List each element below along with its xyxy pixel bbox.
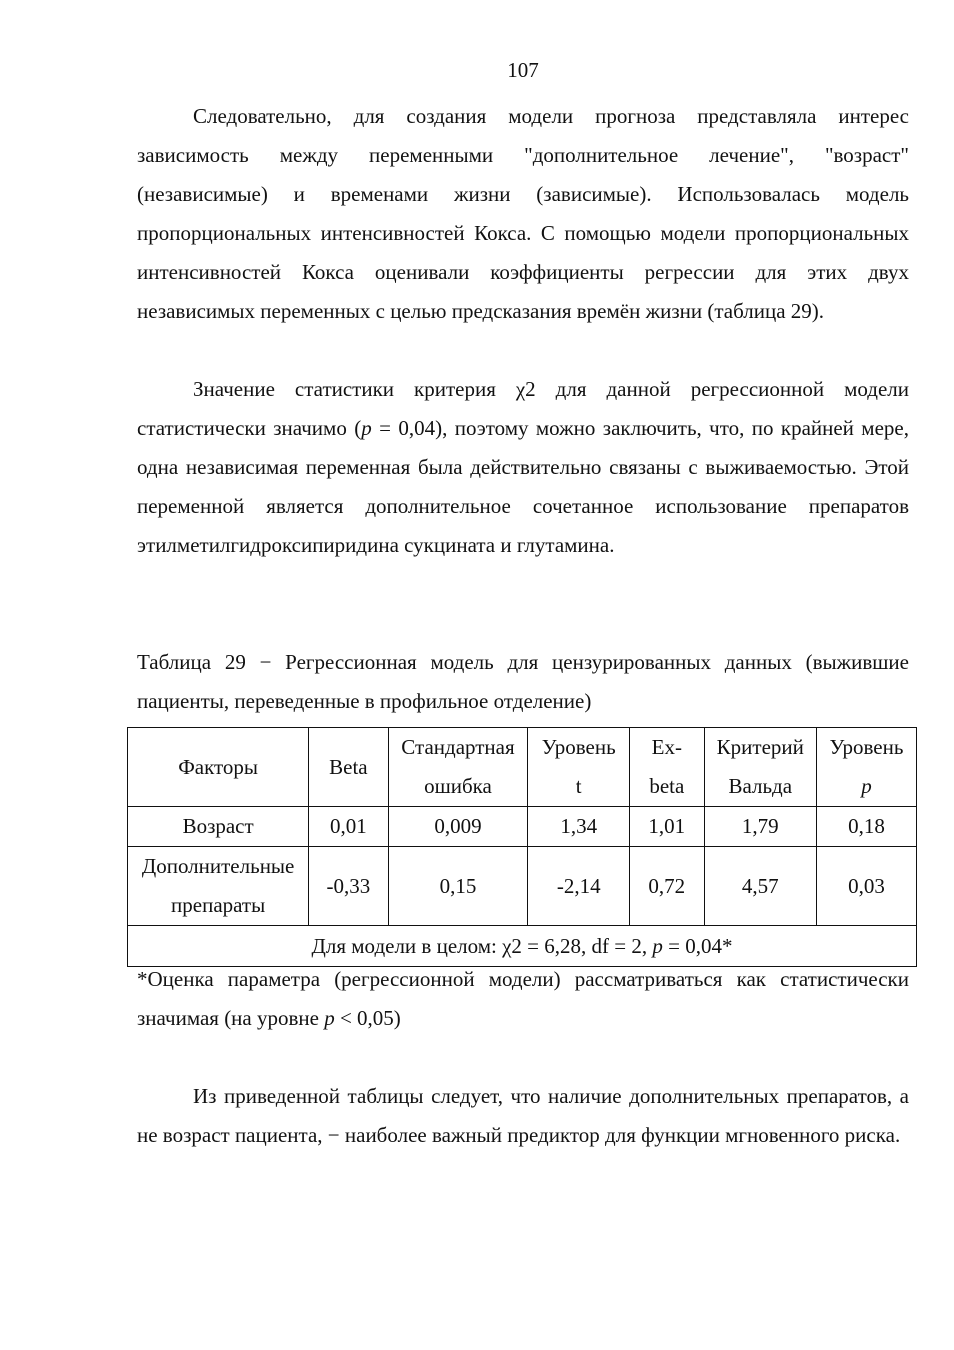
header-wald-line2: Вальда	[728, 774, 793, 798]
paragraph-chi-square	[137, 370, 909, 565]
header-factors: Факторы	[128, 728, 309, 807]
regression-table	[127, 727, 917, 967]
header-level-t	[528, 728, 630, 807]
cell-beta: -0,33	[309, 847, 388, 926]
table-header-row	[128, 728, 917, 807]
p-symbol: p	[324, 1006, 335, 1030]
header-wald	[704, 728, 816, 807]
cell-p: 0,18	[816, 807, 916, 847]
footnote-part2: < 0,05)	[334, 1006, 401, 1030]
cell-wald: 4,57	[704, 847, 816, 926]
cell-se: 0,009	[388, 807, 528, 847]
cell-t: 1,34	[528, 807, 630, 847]
cell-exbeta: 0,72	[630, 847, 705, 926]
cell-beta: 0,01	[309, 807, 388, 847]
paragraph-conclusion: Из приведенной таблицы следует, что наличие дополнительных препаратов, а не возраст пациента, − наиболее важный предиктор для функции мгновенного риска.	[137, 1084, 909, 1147]
cell-factor	[128, 847, 309, 926]
cell-p: 0,03	[816, 847, 916, 926]
p-symbol: p	[652, 933, 663, 958]
header-se-line1: Стандартная	[401, 735, 515, 759]
header-se-line2: ошибка	[424, 774, 492, 798]
header-level-p	[816, 728, 916, 807]
paragraph-chi-square-part2: = 0,04), поэтому можно заключить, что, по крайней мере, одна независимая переменная была действительно связаны с выживаемостью. Этой переменной является дополнительное сочетанное использование препаратов этилметилгидроксипиридина сукцината и глутамина.	[137, 416, 909, 557]
header-level-t-line1: Уровень	[541, 735, 616, 759]
cell-t: -2,14	[528, 847, 630, 926]
total-part2: = 0,04*	[662, 933, 733, 958]
paragraph-cox-model: Следовательно, для создания модели прогноза представляла интерес зависимость между переменными "дополнительное лечение", "возраст" (независимые) и временами жизни (зависимые). Использовалась модель пропорциональных интенсивностей Кокса. С помощью модели пропорциональных интенсивностей Кокса оценивали коэффициенты регрессии для этих двух независимых переменных с целью предсказания времён жизни (таблица 29).	[137, 104, 909, 323]
header-exbeta-line1: Ex-	[651, 735, 682, 759]
paragraph-chi-square-part1: Значение статистики критерия χ2 для данной регрессионной модели статистически значимо (	[137, 377, 909, 440]
header-exbeta-line2: beta	[649, 774, 685, 798]
cell-se: 0,15	[388, 847, 528, 926]
page-number: 107	[507, 58, 539, 82]
footnote-part1: *Оценка параметра (регрессионной модели) рассматриваться как статистически значимая (на уровне	[137, 967, 909, 1030]
header-exbeta	[630, 728, 705, 807]
header-level-p-line1: Уровень	[829, 735, 904, 759]
header-beta: Beta	[309, 728, 388, 807]
cell-exbeta: 1,01	[630, 807, 705, 847]
p-symbol: p	[361, 416, 372, 440]
total-part1: Для модели в целом: χ2 = 6,28, df = 2,	[311, 933, 653, 958]
header-level-p-line2: p	[861, 774, 872, 798]
cell-factor-line1: Дополнительные	[141, 854, 295, 878]
header-wald-line1: Критерий	[716, 735, 804, 759]
table-row	[128, 807, 917, 847]
cell-wald: 1,79	[704, 807, 816, 847]
cell-factor: Возраст	[128, 807, 309, 847]
table-caption: Таблица 29 − Регрессионная модель для цензурированных данных (выжившие пациенты, переведенные в профильное отделение)	[137, 650, 909, 713]
table-footnote	[137, 960, 909, 1038]
table-row	[128, 847, 917, 926]
header-level-t-line2: t	[575, 774, 582, 798]
cell-factor-line2: препараты	[171, 893, 266, 917]
header-standard-error	[388, 728, 528, 807]
